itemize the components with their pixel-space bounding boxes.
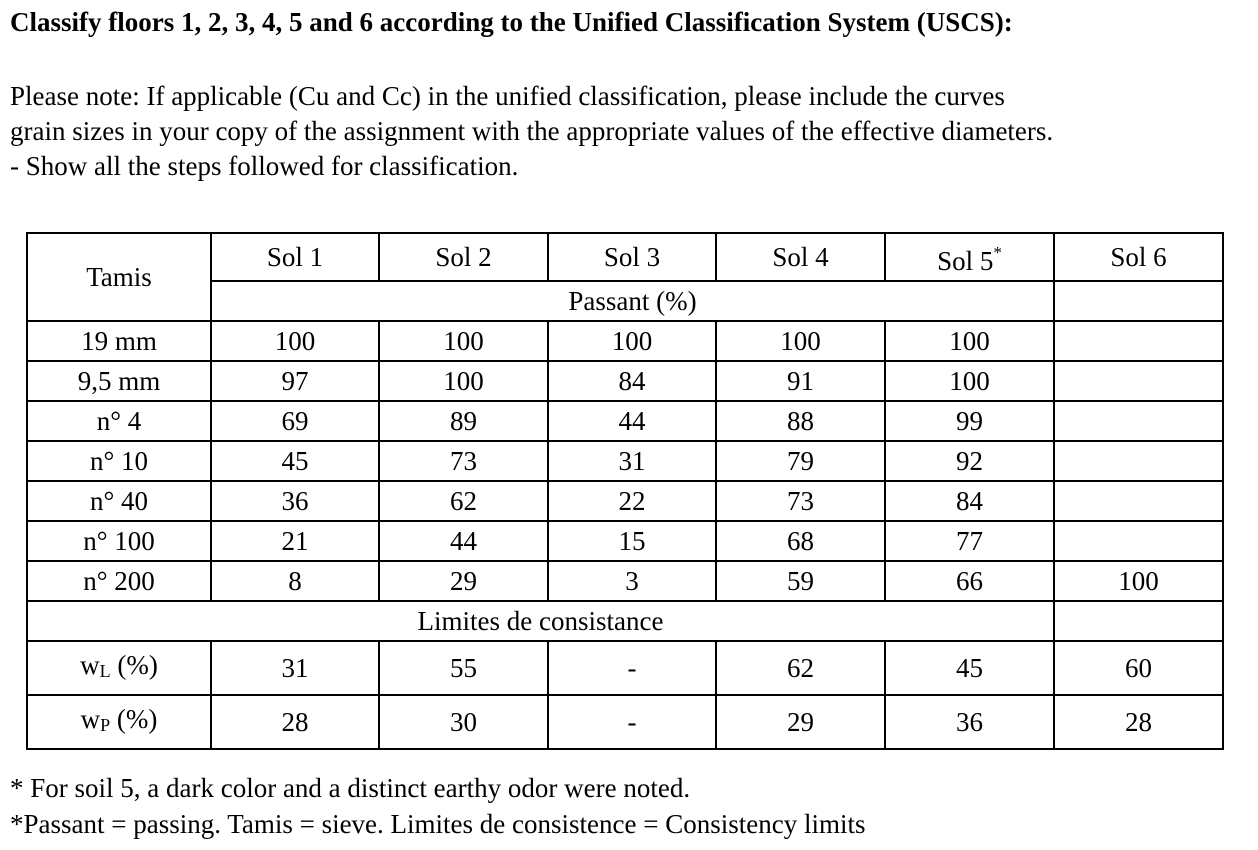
passing-value [1054,401,1223,441]
passing-value: 68 [716,521,885,561]
limit-variable: w [80,650,100,680]
limit-value: 45 [885,641,1054,695]
passing-value: 66 [885,561,1054,601]
passing-value: 36 [211,481,379,521]
footnote-line: *Passant = passing. Tamis = sieve. Limites de consistence = Consistency limits [10,809,866,839]
note-line: - Show all the steps followed for classification. [10,151,519,181]
limit-value: 31 [211,641,379,695]
soil-header: Sol 4 [716,233,885,281]
limits-header: Limites de consistance [27,601,1054,641]
limit-unit: (%) [110,650,158,680]
passing-value: 88 [716,401,885,441]
soil-header-5-label: Sol 5 [937,246,994,276]
passing-value: 100 [1054,561,1223,601]
soil-header: Sol 6 [1054,233,1223,281]
soil-header: Sol 1 [211,233,379,281]
passing-value: 73 [716,481,885,521]
soil-data-table [26,232,1224,750]
passing-value: 84 [548,361,716,401]
passing-value: 100 [379,321,548,361]
passant-header: Passant (%) [211,281,1054,321]
passing-value [1054,521,1223,561]
passing-value: 100 [548,321,716,361]
sieve-row [27,401,1223,441]
limit-rows [27,641,1223,749]
passing-value [1054,361,1223,401]
passing-value: 79 [716,441,885,481]
sieve-label: n° 10 [27,441,211,481]
limit-value: 62 [716,641,885,695]
sieve-row [27,321,1223,361]
passing-value: 92 [885,441,1054,481]
header-row [27,233,1223,281]
passing-value: 44 [548,401,716,441]
soil-header-5 [885,233,1054,281]
passing-value: 100 [885,361,1054,401]
limit-row [27,641,1223,695]
sieve-label: n° 4 [27,401,211,441]
sieve-label: 19 mm [27,321,211,361]
passing-value: 100 [211,321,379,361]
passing-value [1054,321,1223,361]
limit-value: 28 [211,695,379,749]
passing-value: 21 [211,521,379,561]
limit-value: - [548,641,716,695]
passing-value: 29 [379,561,548,601]
sieve-label: n° 100 [27,521,211,561]
limit-subscript: L [99,661,111,681]
sieve-rows [27,321,1223,601]
sieve-label: 9,5 mm [27,361,211,401]
passing-value: 100 [379,361,548,401]
limit-value: 36 [885,695,1054,749]
passing-value: 69 [211,401,379,441]
instructions-note [10,79,1053,184]
passing-value: 73 [379,441,548,481]
passing-value [1054,441,1223,481]
passing-value: 91 [716,361,885,401]
sieve-row [27,441,1223,481]
passing-value: 3 [548,561,716,601]
limit-value: 55 [379,641,548,695]
passing-value: 22 [548,481,716,521]
limit-subscript: P [100,715,111,735]
sieve-label: n° 40 [27,481,211,521]
footnote-line: * For soil 5, a dark color and a distinct earthy odor were noted. [10,773,691,803]
passing-value: 89 [379,401,548,441]
limit-label [27,641,211,695]
passing-value: 97 [211,361,379,401]
passing-value: 84 [885,481,1054,521]
soil-header: Sol 2 [379,233,548,281]
limit-value: 29 [716,695,885,749]
limit-value: - [548,695,716,749]
assignment-title: Classify floors 1, 2, 3, 4, 5 and 6 according to the Unified Classification System (USCS): [10,7,1013,37]
tamis-header: Tamis [27,233,211,321]
passing-value: 44 [379,521,548,561]
passing-value: 59 [716,561,885,601]
passing-value: 100 [885,321,1054,361]
sieve-row [27,521,1223,561]
passing-value: 99 [885,401,1054,441]
passing-value: 62 [379,481,548,521]
empty-cell [1054,281,1223,321]
limits-section-row [27,601,1223,641]
passing-value [1054,481,1223,521]
passing-value: 100 [716,321,885,361]
limit-label [27,695,211,749]
passing-value: 15 [548,521,716,561]
footnote-marker: * [993,243,1002,262]
limit-value: 60 [1054,641,1223,695]
limit-unit: (%) [110,704,158,734]
empty-cell [1054,601,1223,641]
limit-variable: w [80,704,101,734]
sieve-row [27,481,1223,521]
soil-header: Sol 3 [548,233,716,281]
passing-value: 45 [211,441,379,481]
sieve-row [27,361,1223,401]
limit-row [27,695,1223,749]
passing-value: 77 [885,521,1054,561]
sieve-row [27,561,1223,601]
passing-value: 31 [548,441,716,481]
sieve-label: n° 200 [27,561,211,601]
footnotes [10,770,865,842]
note-line: grain sizes in your copy of the assignment with the appropriate values of the effective diameters. [10,116,1054,146]
limit-value: 28 [1054,695,1223,749]
limit-value: 30 [379,695,548,749]
note-line: Please note: If applicable (Cu and Cc) in the unified classification, please include the curves [10,81,1005,111]
passing-value: 8 [211,561,379,601]
